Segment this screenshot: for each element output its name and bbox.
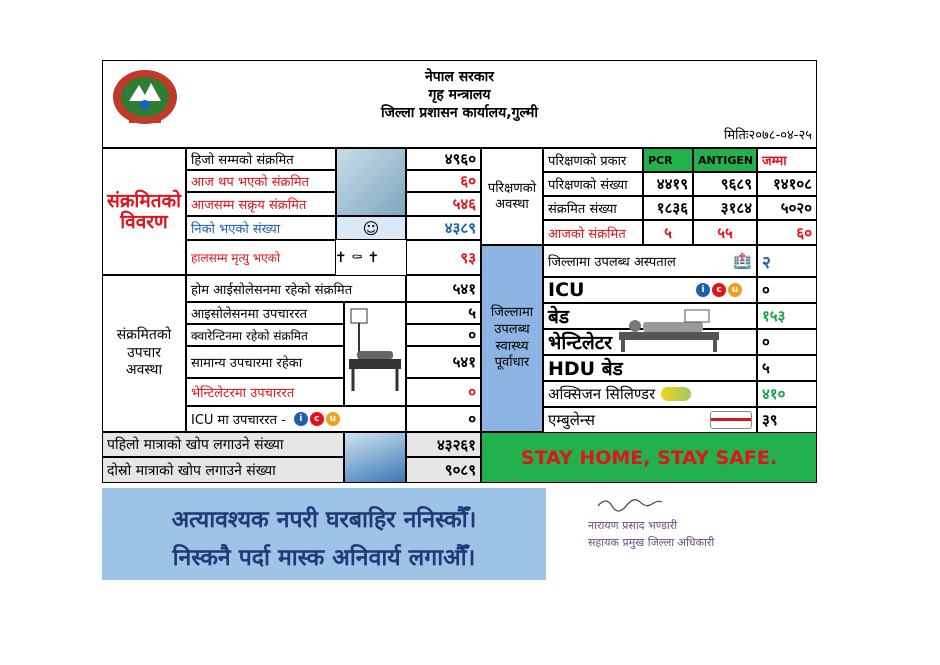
icu-letter-u: u bbox=[326, 412, 340, 426]
quarantine-value: ० bbox=[406, 324, 481, 346]
first-dose-label: पहिलो मात्राको खोप लगाउने संख्या bbox=[102, 432, 344, 457]
tests-pcr: ४४१९ bbox=[643, 172, 693, 196]
ventilator-value: ० bbox=[757, 329, 817, 355]
oxygen-label bbox=[543, 381, 757, 407]
home-isolation-label: होम आईसोलेसनमा रहेको संक्रमित bbox=[186, 275, 406, 302]
icu-row bbox=[543, 277, 757, 303]
value-deaths: ९३ bbox=[406, 240, 481, 275]
second-dose-label: दोस्रो मात्राको खोप लगाउने संख्या bbox=[102, 457, 344, 483]
icu-treatment-label bbox=[186, 406, 406, 432]
icu-treatment-value: ० bbox=[406, 406, 481, 432]
value-active: ५४६ bbox=[406, 192, 481, 216]
icu-logo-icon bbox=[696, 283, 742, 297]
signatory-title: सहायक प्रमुख जिल्ला अधिकारी bbox=[588, 536, 715, 549]
today-pcr: ५ bbox=[643, 220, 693, 245]
treatment-section-label: संक्रमितको उपचार अवस्था bbox=[102, 275, 186, 432]
office-title: जिल्ला प्रशासन कार्यालय,गुल्मी bbox=[380, 105, 539, 121]
icu-letter-c: c bbox=[310, 412, 324, 426]
patient-photo bbox=[336, 148, 406, 216]
bed-value: १५३ bbox=[757, 303, 817, 329]
testing-section-label: परिक्षणको अवस्था bbox=[481, 148, 543, 245]
ventilator-treatment-value: ० bbox=[406, 378, 481, 406]
icu-value: ० bbox=[757, 277, 817, 303]
today-infected-label: आजको संक्रमित bbox=[543, 220, 643, 245]
oxygen-value: ४१० bbox=[757, 381, 817, 407]
today-total: ६० bbox=[757, 220, 817, 245]
icu-letter-i: i bbox=[294, 412, 308, 426]
hospital-label bbox=[543, 245, 757, 277]
value-recovered: ४३८९ bbox=[406, 216, 481, 240]
bed-label: बेड bbox=[543, 303, 757, 329]
signatory-name: नारायण प्रसाद भण्डारी bbox=[588, 519, 678, 532]
ambulance-label bbox=[543, 407, 757, 433]
icu-letter-u: u bbox=[728, 283, 742, 297]
ambulance-value: ३९ bbox=[757, 407, 817, 433]
infected-pcr: १८३६ bbox=[643, 196, 693, 220]
ventilator-treatment-label: भेन्टिलेटरमा उपचाररत bbox=[186, 378, 344, 406]
treatment-bed-icon bbox=[344, 302, 406, 406]
row-label-active: आजसम्म सक्रृय संक्रमित bbox=[186, 192, 336, 216]
total-header: जम्मा bbox=[757, 148, 817, 172]
value-yesterday: ४९६० bbox=[406, 148, 481, 170]
ministry-title: गृह मन्त्रालय bbox=[428, 87, 491, 103]
general-treatment-label: सामान्य उपचारमा रहेका bbox=[186, 346, 344, 378]
quarantine-label: क्वारेन्टिनमा रहेको संक्रमित bbox=[186, 324, 344, 346]
ambulance-label-text: एम्बुलेन्स bbox=[548, 411, 595, 429]
report-date: मितिः२०७८-०४-२५ bbox=[723, 128, 812, 143]
hospital-bed-icon bbox=[615, 308, 725, 354]
stay-home-slogan: STAY HOME, STAY SAFE. bbox=[481, 432, 817, 483]
general-treatment-value: ५४१ bbox=[406, 346, 481, 378]
hospital-label-text: जिल्लामा उपलब्ध अस्पताल bbox=[548, 255, 676, 270]
icu-letter-i: i bbox=[696, 283, 710, 297]
value-today-new: ६० bbox=[406, 170, 481, 192]
hdu-value: ५ bbox=[757, 355, 817, 381]
infected-section-label: संक्रमितको विवरण bbox=[102, 148, 186, 275]
first-dose-value: ४३२६१ bbox=[406, 432, 481, 457]
tests-total: १४१०८ bbox=[757, 172, 817, 196]
death-icon: ✝ ⚰ ✝ bbox=[334, 250, 380, 266]
oxygen-cylinder-icon bbox=[661, 387, 691, 401]
advisory-banner bbox=[102, 488, 546, 580]
isolation-value: ५ bbox=[406, 302, 481, 324]
advisory-line-1: अत्यावश्यक नपरी घरबाहिर ननिस्कौँ। bbox=[171, 507, 477, 533]
advisory-line-2: निस्कनै पर्दा मास्क अनिवार्य लगाऔँ। bbox=[172, 545, 476, 571]
tests-antigen: ९६८९ bbox=[693, 172, 757, 196]
infected-count-label: संक्रमित संख्या bbox=[543, 196, 643, 220]
row-label-today-new: आज थप भएको संक्रमित bbox=[186, 170, 336, 192]
recovered-person-icon: ☺ bbox=[336, 216, 406, 240]
infected-total: ५०२० bbox=[757, 196, 817, 220]
icu-treatment-label-text: ICU मा उपचाररत - bbox=[191, 413, 286, 428]
hospital-value: २ bbox=[757, 245, 817, 277]
row-label-recovered: निको भएको संख्या bbox=[186, 216, 336, 240]
handwritten-signature bbox=[588, 492, 768, 514]
today-antigen: ५५ bbox=[693, 220, 757, 245]
pcr-header: PCR bbox=[643, 148, 693, 172]
tests-count-label: परिक्षणको संख्या bbox=[543, 172, 643, 196]
isolation-label: आइसोलेसनमा उपचाररत bbox=[186, 302, 344, 324]
ambulance-icon bbox=[710, 411, 752, 429]
row-label-yesterday: हिजो सम्मको संक्रमित bbox=[186, 148, 336, 170]
oxygen-label-text: अक्सिजन सिलिण्डर bbox=[548, 385, 656, 403]
ventilator-label: भेन्टिलेटर bbox=[543, 329, 757, 355]
hospital-icon: 🏥 bbox=[733, 252, 752, 270]
infected-antigen: ३१८४ bbox=[693, 196, 757, 220]
hdu-label: HDU बेड bbox=[543, 355, 757, 381]
home-isolation-value: ५४१ bbox=[406, 275, 481, 302]
header-box bbox=[102, 60, 817, 148]
icu-logo-icon bbox=[294, 412, 340, 426]
government-title: नेपाल सरकार bbox=[424, 69, 494, 85]
test-type-label: परिक्षणको प्रकार bbox=[543, 148, 643, 172]
row-label-deaths: हालसम्म मृत्यु भएको bbox=[186, 240, 336, 275]
vaccine-photo bbox=[344, 432, 406, 483]
health-section-label: जिल्लामा उपलब्ध स्वास्थ्य पूर्वाधार bbox=[481, 245, 543, 432]
second-dose-value: ९०८९ bbox=[406, 457, 481, 483]
antigen-header: ANTIGEN bbox=[693, 148, 757, 172]
signature-block bbox=[588, 492, 768, 552]
icu-letter-c: c bbox=[712, 283, 726, 297]
icu-label: ICU bbox=[548, 279, 585, 301]
